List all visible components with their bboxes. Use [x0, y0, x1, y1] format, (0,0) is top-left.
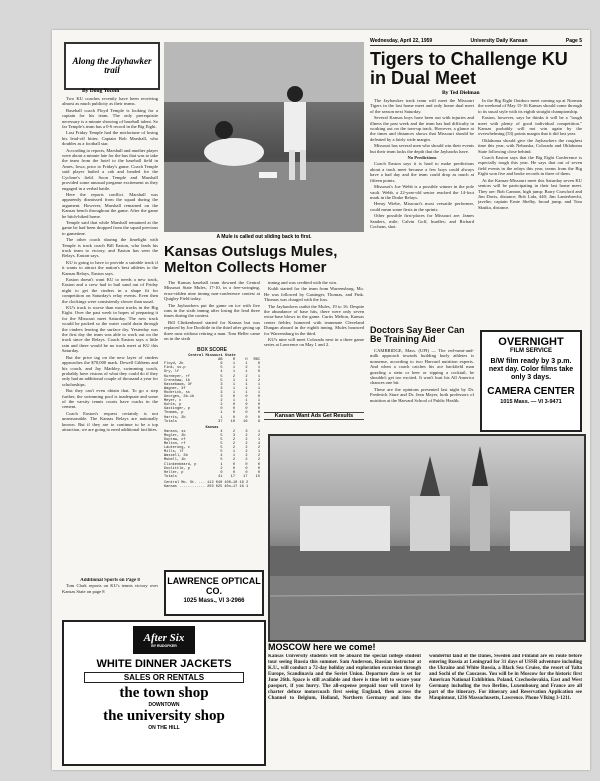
box-score-stat: 2 [232, 429, 235, 434]
track-byline: By Ted Dielman [442, 90, 480, 96]
box-score-linescore1: Central Mo. St. ... 112 040 100—10 16 2 [164, 480, 249, 485]
paragraph: No Predictions [407, 155, 437, 161]
box-score-stat: 17 [243, 474, 248, 479]
box-score-player: Harris, 2b [164, 415, 186, 420]
box-score-stat: 5 [220, 450, 223, 455]
box-score-stat: 1 [232, 366, 235, 371]
box-score-row [164, 420, 260, 424]
box-score-stat: 2 [245, 454, 248, 459]
box-score-stat: 1 [257, 386, 260, 391]
camera-center-title: OVERNIGHT [498, 336, 564, 348]
box-score-stat: 2 [232, 442, 235, 447]
baseball-photo-caption: A Mule is called out sliding back to first. [216, 234, 312, 240]
box-score-stat: 5 [220, 458, 223, 463]
box-score-stat: 3 [220, 386, 223, 391]
box-score-stat: 2 [257, 454, 260, 459]
box-score-stat: 16 [243, 419, 248, 424]
box-score-stat: 0 [257, 370, 260, 375]
box-score-stat: 1 [232, 454, 235, 459]
university-shop-name: the university shop [103, 708, 225, 724]
box-score-player: Kurmeyer, rf [164, 374, 190, 379]
box-score-stat: 0 [257, 462, 260, 467]
box-score-stat: 0 [232, 462, 235, 467]
moscow-text: Kansas University students will be aboard the special college student tour seeing Russia this summer. Sam Anderson, Russian instructor at K.U., will conduct a 72-day holiday and exploration excursion through Europe, Scandinavia and the Soviet Union. Departure date is set for June 26th. Space is still available and there is time left to secure your passport, if you hurry. The all-expense prepaid tour will travel by charter deluxe motorcoach first seeing England, then across the Channel to Belgium, Holland, Northern Germany and into the wonderful land of the Danes, Sweden and Finland are en route before entering Russia at Leningrad for 31 days of USSR adventure including the Ukraine and White Russia, a Black Sea Cruise, the resort of Yalta and Sochi of the Caucasus. You will be in Moscow for the historic first American National Exhibition. Poland, Czechoslovakia, East and West Germany including the two Berlins, Luxembourg and France are all part of the itinerary. For itinerary and Reservation Application see Maupintour, 1236 Massachusetts, Lawrence. Phone VIking 3-1211. [268, 654, 582, 701]
box-score-stat: 15 [255, 474, 260, 479]
camera-center-name: CAMERA CENTER [487, 386, 575, 397]
box-score [164, 346, 260, 566]
box-score-stat: 1 [245, 370, 248, 375]
paragraph: Two KU coaches recently have been receiving almost as much publicity as their teams. [62, 96, 158, 107]
box-score-player: Clinkenbeard, p [164, 462, 197, 467]
box-score-stat: 1 [232, 386, 235, 391]
box-score-stat: 0 [257, 395, 260, 400]
paragraph: But the price tag on the new layer of cinders approaches the $70,000 mark. Dewell Gibbens and his coach, and Jay Markley, swimming coach, probably have visions of what they could do if they only had an additional couple of thousand a year for scholarships. [62, 354, 158, 387]
box-score-stat: 0 [245, 411, 248, 416]
camera-center-address: 1015 Mass. — VI 3-9471 [500, 399, 562, 405]
lawrence-optical-ad [164, 570, 264, 616]
box-score-stat: 1 [232, 399, 235, 404]
sports-note-heading: Additional Sports on Page 8 [80, 578, 140, 583]
box-score-stat: 10 [230, 419, 235, 424]
page-header [370, 38, 582, 46]
header-paper: University Daily Kansan [470, 38, 528, 44]
box-score-stat: 2 [245, 458, 248, 463]
town-shop-name: the town shop [119, 685, 209, 701]
box-score-stat: 5 [220, 366, 223, 371]
paragraph: Missouri has several men who should win their events but their team lacks the depth that the Jayhawks have. [370, 143, 474, 154]
paragraph: Other possible first-places for Missouri are: James Sanders, mile; Calvin Goff, hurdles; and Richard Cochran, shot. [370, 213, 474, 229]
after-six-ad [62, 620, 266, 766]
doctors-headline: Doctors Say Beer Can Be Training Aid [370, 325, 465, 345]
box-score-stat: 2 [232, 446, 235, 451]
box-score-player: Wagner, 3f [164, 386, 186, 391]
box-score-stat: 37 [218, 419, 223, 424]
after-six-brand: After Six [143, 632, 185, 644]
box-score-stat: 1 [232, 362, 235, 367]
box-score-stat: 1 [245, 399, 248, 404]
box-score-stat: 2 [245, 446, 248, 451]
baseball-headline: Kansas Outslugs Mules, Melton Collects Homer [164, 243, 338, 276]
lawrence-optical-name: LAWRENCE OPTICAL CO. [167, 576, 261, 596]
box-score-stat: 2 [220, 466, 223, 471]
paragraph: In the Big Eight Outdoor meet coming up at Norman the weekend of May 15-16 Kansas should come through to its usual style with its eighth straight championship. [478, 98, 582, 114]
paragraph: The other coach sharing the limelight with Temple is track coach Bill Easton, who leads his track team to victory, and Easton has seen the Relays. Easton says. [62, 237, 158, 259]
header-page: Page 5 [565, 38, 582, 44]
box-score-col-header: H [245, 358, 248, 363]
after-six-line2: SALES OR RENTALS [84, 672, 244, 683]
box-score-stat: 5 [220, 374, 223, 379]
box-score-stat: 1 [257, 450, 260, 455]
box-score-stat: 0 [245, 466, 248, 471]
box-score-stat: 0 [232, 415, 235, 420]
university-shop-sub: ON THE HILL [148, 725, 180, 731]
after-six-logo [133, 626, 195, 654]
box-score-stat: 2 [245, 366, 248, 371]
box-score-stat: 2 [257, 433, 260, 438]
box-score-stat: 3 [245, 429, 248, 434]
box-score-stat: 0 [232, 411, 235, 416]
paragraph: The Jayhawkers put the game on ice with five runs in the sixth inning after losing the lead three times during the contest. [164, 302, 260, 319]
paragraph: Henry Wiebe, Missouri's most versatile performer, could mean some firsts in the sprints. [370, 201, 474, 212]
box-score-stat: 1 [257, 390, 260, 395]
box-score-player: Dry, lf [164, 370, 180, 375]
box-score-title: BOX SCORE [196, 347, 227, 353]
box-score-player: Crenshaw, 1b [164, 378, 190, 383]
box-score-stat: 4 [220, 429, 223, 434]
camera-center-ad [480, 330, 582, 432]
baseball-photo [164, 42, 364, 232]
box-score-stat: 2 [245, 433, 248, 438]
kremlin-illustration [270, 436, 584, 640]
paragraph: Easton doesn't want KU to needs a new track, Easton and a crew had to bail sand out of Friday night to get the cinders in a shape fit for competition on Saturday's relay events. Even then the clockings were consistently slower than usual. [62, 277, 158, 304]
box-score-team1-rows [164, 362, 260, 419]
box-score-stat: 2 [257, 378, 260, 383]
box-score-stat: 0 [257, 466, 260, 471]
box-score-stat: 6 [220, 362, 223, 367]
box-score-stat: 4 [220, 370, 223, 375]
box-score-stat: 2 [245, 450, 248, 455]
box-score-stat: 2 [220, 399, 223, 404]
paragraph: inning and was credited with the win. [268, 280, 338, 285]
box-score-stat: 2 [232, 437, 235, 442]
box-score-stat: 1 [232, 370, 235, 375]
after-six-line1: WHITE DINNER JACKETS [96, 658, 232, 670]
box-score-stat: 0 [257, 403, 260, 408]
box-score-stat: 1 [257, 399, 260, 404]
box-score-stat: 0 [245, 462, 248, 467]
paragraph: Temple said that while Marshall remained at the game he had been dropped from the squad previous to gametime. [62, 219, 158, 236]
paragraph: Bill Clinkenbeard started for Kansas but was replaced by Joe Doolittle in the third after giving up three runs without retiring a man. Tom Heller came on in the sixth [164, 319, 260, 342]
camera-center-line: B/W film ready by 3 p.m. next day. Color films take only 3 days. [488, 358, 574, 381]
box-score-stat: 0 [232, 395, 235, 400]
want-ads-banner: Kansan Want Ads Get Results [264, 412, 364, 420]
box-score-stat: 0 [257, 470, 260, 475]
baseball-text-left [164, 280, 260, 344]
paragraph: Missouri's Joe Webb is a possible winner in the pole vault. Webb, a 22-year-old senior reached the 14-foot mark in the Drake Relays. [370, 184, 474, 200]
box-score-team1: Central Missouri State [188, 354, 236, 359]
box-score-player: Floyd, 2b [164, 362, 184, 367]
paragraph: Easton, however, says he thinks it will be a "tough meet with plenty of good individual competition." Kansas probably will not win again by the overwhelming (53) points margin that it did last year. [478, 115, 582, 137]
box-score-stat: 0 [232, 470, 235, 475]
box-score-player: Lauterung, c [164, 446, 190, 451]
box-score-team2: Kansas [205, 425, 219, 430]
paragraph: CAMBRIDGE, Mass. (UPI) — The red-meat-and-milk approach towards building burly athletes is nonsense, according to two Harvard nutrition experts. And when a coach catches his ace backfield man guzzling a stein or beer or sipping a cocktail, he shouldn't get too excited. It won't hurt his All America chances one bit. [370, 348, 474, 386]
box-score-stat: 1 [232, 378, 235, 383]
after-six-brand-sub: BY RUDOFKER [151, 644, 177, 648]
box-score-stat: 41 [218, 474, 223, 479]
box-score-stat: 4 [257, 442, 260, 447]
box-score-player: Heller, p [164, 470, 184, 475]
box-score-stat: 0 [257, 407, 260, 412]
box-score-stat: 5 [220, 378, 223, 383]
box-score-stat: 2 [245, 437, 248, 442]
box-score-player: Meyer, c [164, 399, 182, 404]
box-score-stat: 0 [245, 470, 248, 475]
jayhawker-trail-logo [64, 42, 160, 90]
box-score-stat: 1 [257, 374, 260, 379]
box-score-col-header: AB [218, 358, 223, 363]
box-score-stat: 0 [245, 407, 248, 412]
box-score-stat: 1 [220, 415, 223, 420]
box-score-stat: 5 [220, 437, 223, 442]
box-score-player: Thomas, p [164, 411, 184, 416]
box-score-stat: 0 [232, 407, 235, 412]
box-score-stat: 2 [245, 442, 248, 447]
baseball-text-right [264, 280, 364, 410]
track-text-right [478, 98, 582, 322]
box-score-stat: 0 [245, 403, 248, 408]
paragraph: According to reports, Marshall and another player were about a minute late for the bus that was to take the team from the hotel to the baseball field in Ames, Iowa, prior to Friday's game. Coach Temple said player hailed a cab and headed for the Cyclone's field. Soon Temple and Marshall provided some unusual pregame excitement as they engaged in a verbal battle. [62, 147, 158, 191]
doctors-text [370, 348, 474, 428]
box-score-stat: 2 [257, 458, 260, 463]
sports-note [62, 578, 158, 616]
moscow-caption: MOSCOW here we come! [268, 642, 376, 652]
box-score-player: Kassebaum, 3f [164, 382, 193, 387]
box-score-player: Fink, ss-p [164, 366, 186, 371]
paragraph: The Jayhawker track team will meet the Missouri Tigers in the last home meet and only home dual meet of the season next Saturday. [370, 98, 474, 114]
box-score-linescore2: Kansas ............ 203 025 40x—17 16 1 [164, 485, 249, 489]
trail-byline: By Doug Yocom [82, 88, 120, 94]
box-score-stat: 0 [257, 362, 260, 367]
paragraph: Coach Easton says that the Big Eight Conference is especially tough this year. He says that out of seven field events in the relays this year, teams from the Big Eight won five and broke records in three of them. [478, 155, 582, 177]
box-score-stat: 1 [257, 382, 260, 387]
box-score-player: Mills, lf [164, 450, 184, 455]
paragraph: At the Kansas-Missouri meet this Saturday seven KU seniors will be participating in their last home meet. They are: Bob Cannon, high jump; Barry Crawford and Jim Davis, distance; Bob Lida, 440; Jim Lanterbrecht, javelin; captain Ernie Shelby, broad jump, and Tom Skutka, distance. [478, 177, 582, 210]
box-score-stat: 17 [230, 474, 235, 479]
box-score-col-header: RBI [253, 358, 260, 363]
box-score-stat: 1 [220, 411, 223, 416]
paragraph: Coach Easton says it is hard to make predictions about a track meet because a few boys could always have a bad day and the team could drop as much at fifteen points. [370, 161, 474, 183]
box-score-stat: 3 [220, 382, 223, 387]
track-headline: Tigers to Challenge KU in Dual Meet [370, 49, 568, 88]
box-score-player: Hanson, ss [164, 429, 186, 434]
box-score-player: Georges, 3b-ib [164, 395, 195, 400]
paragraph: The Jayhawkers outhit the Mules, 19 to 16. Despite the abundance of base hits, there were only seven extra-base blows in the game. Curtis Melton, Kansas center fielder, homered with teammate Cleveland Dungan aboard in the eighth inning. Mules bounced for Warrensburg in the third. [264, 303, 364, 336]
paragraph: The Kansas baseball team downed the Central Missouri State Mules, 17-10, in a free-swinging, error-ridden nine inning non-conference contest at Quigley Field today. [164, 280, 260, 302]
paragraph: Kuhli started for the team from Warrensburg, Mo. He was followed by Gastinger, Thomas, and Fink. Thomas was charged with the loss. [264, 286, 364, 303]
paragraph: KU's track is worse than most tracks in the Big Eight. Over the past week in hopes of preparing it for the Missouri meet Saturday. The new track would be packed so the water could drain through the cinders leaving the surface dry. Yesterday was the first day the team was able to work out on the track since the Relays. Coach Easton says a little rain and there would be no track meet at KU this Saturday. [62, 305, 158, 354]
box-score-stat: 1 [232, 390, 235, 395]
box-score-stat: 1 [232, 450, 235, 455]
box-score-row [164, 475, 260, 479]
box-score-stat: 5 [220, 446, 223, 451]
box-score-stat: 1 [220, 462, 223, 467]
box-score-stat: 0 [245, 395, 248, 400]
box-score-stat: 1 [245, 382, 248, 387]
box-score-col-header: R [232, 358, 235, 363]
box-score-stat: 5 [220, 442, 223, 447]
moscow-photo [268, 434, 586, 642]
box-score-stat: 2 [232, 458, 235, 463]
sports-note-text: Tom Clark reports on KU's tennis victory over Kansas State on page 8 [62, 583, 158, 594]
trail-column [62, 96, 158, 576]
lawrence-optical-address: 1025 Mass., VI 3-2966 [183, 598, 245, 604]
box-score-stat: 9 [257, 419, 260, 424]
box-score-stat: 0 [257, 415, 260, 420]
box-score-stat: 3 [232, 433, 235, 438]
box-score-player: Totals [164, 419, 177, 424]
baseball-photo-illustration [164, 42, 364, 232]
box-score-stat: 1 [245, 390, 248, 395]
box-score-stat: 0 [232, 403, 235, 408]
jayhawker-trail-logo-text: Along the Jayhawker trail [72, 56, 152, 75]
box-score-stat: 2 [257, 446, 260, 451]
box-score-stat: 1 [232, 382, 235, 387]
box-score-stat: 0 [257, 411, 260, 416]
header-date: Wednesday, April 22, 1959 [370, 38, 433, 44]
box-score-stat: 1 [245, 378, 248, 383]
box-score-stat: 2 [232, 374, 235, 379]
paragraph: Several Kansas boys have been out with injuries and illness the past week and the team has had difficulty in working out on the torn-up track. However, a glance at the times and distances shows that Missouri should be defeated by a fairly wide margin. [370, 115, 474, 142]
box-score-player: Mogler, 2b [164, 433, 186, 438]
paragraph: Oklahoma should give the Jayhawkers the roughest time this year, with Nebraska, Colorado and Oklahoma State following close behind. [478, 137, 582, 154]
box-score-player: Mobell, 1b [164, 458, 186, 463]
box-score-stat: 1 [245, 362, 248, 367]
box-score-stat: 1 [245, 386, 248, 391]
box-score-stat: 0 [232, 466, 235, 471]
box-score-player: Roderick, ss [164, 390, 190, 395]
box-score-stat: 1 [257, 366, 260, 371]
box-score-player: Wassell, 3b [164, 454, 188, 459]
box-score-player: Melton, rf [164, 442, 186, 447]
paragraph: Baseball coach Floyd Temple is looking for a captain for his team. The only prerequisite necessary is a minute showing of baseball talent. So far Temple's team has a 0-6 record in the Big Eight. [62, 107, 158, 130]
box-score-stat: 0 [245, 415, 248, 420]
box-score-stat: 0 [220, 470, 223, 475]
newspaper-page [52, 30, 590, 770]
box-score-player: Gastinger, p [164, 407, 190, 412]
box-score-player: Kuhle, p [164, 403, 182, 408]
paragraph: Last Friday Temple had the misfortune of losing his lead-off hitter, Captain Bob Marshall, who doubles as a football star. [62, 130, 158, 147]
box-score-player: Doolittle, p [164, 466, 190, 471]
box-score-stat: 2 [245, 374, 248, 379]
box-score-stat: 1 [257, 437, 260, 442]
paragraph: KU's nine will meet Colorado next in a three game series at Lawrence on May 1 and 2. [264, 337, 364, 348]
box-score-player: Totals [164, 474, 177, 479]
box-score-stat: 5 [220, 433, 223, 438]
town-shop-sub: DOWNTOWN [148, 702, 180, 708]
box-score-team2-rows [164, 430, 260, 475]
paragraph: KU is going to have to provide a suitable track if it wants to attract the nation's best athletes to the Kansas Relays, Easton says. [62, 259, 158, 276]
box-score-stat: 0 [220, 407, 223, 412]
camera-center-sub: FILM SERVICE [510, 348, 552, 354]
box-score-stat: 1 [257, 429, 260, 434]
box-score-stat: 4 [220, 454, 223, 459]
paragraph: These are the opinions presented last night by Dr. Frederick Stare and Dr. Jean Mayer, both professors of nutrition at the Harvard School of Public Health. [370, 386, 474, 403]
paragraph: Coach Easton's request certainly is not unreasonable. The Kansas Relays are nationally known. But if they are to continue to be a top attraction, we are going to need additional facilities. [62, 410, 158, 432]
box-score-stat: 3 [220, 395, 223, 400]
paragraph: Here the reports conflict. Marshall was apparently dismissed from the squad during the argument. However, Marshall remained on the Kansas bench throughout the game. After the game he hitch-hiked home. [62, 191, 158, 219]
box-score-stat: 3 [220, 390, 223, 395]
box-score-stat: 2 [220, 403, 223, 408]
track-text-left [370, 98, 474, 322]
paragraph: But they can't even obtain that. To go a step further, the swimming pool is inadequate and some of the varsity tennis courts have cracks in the cement. [62, 388, 158, 410]
box-score-player: Dupraw, cf [164, 437, 186, 442]
